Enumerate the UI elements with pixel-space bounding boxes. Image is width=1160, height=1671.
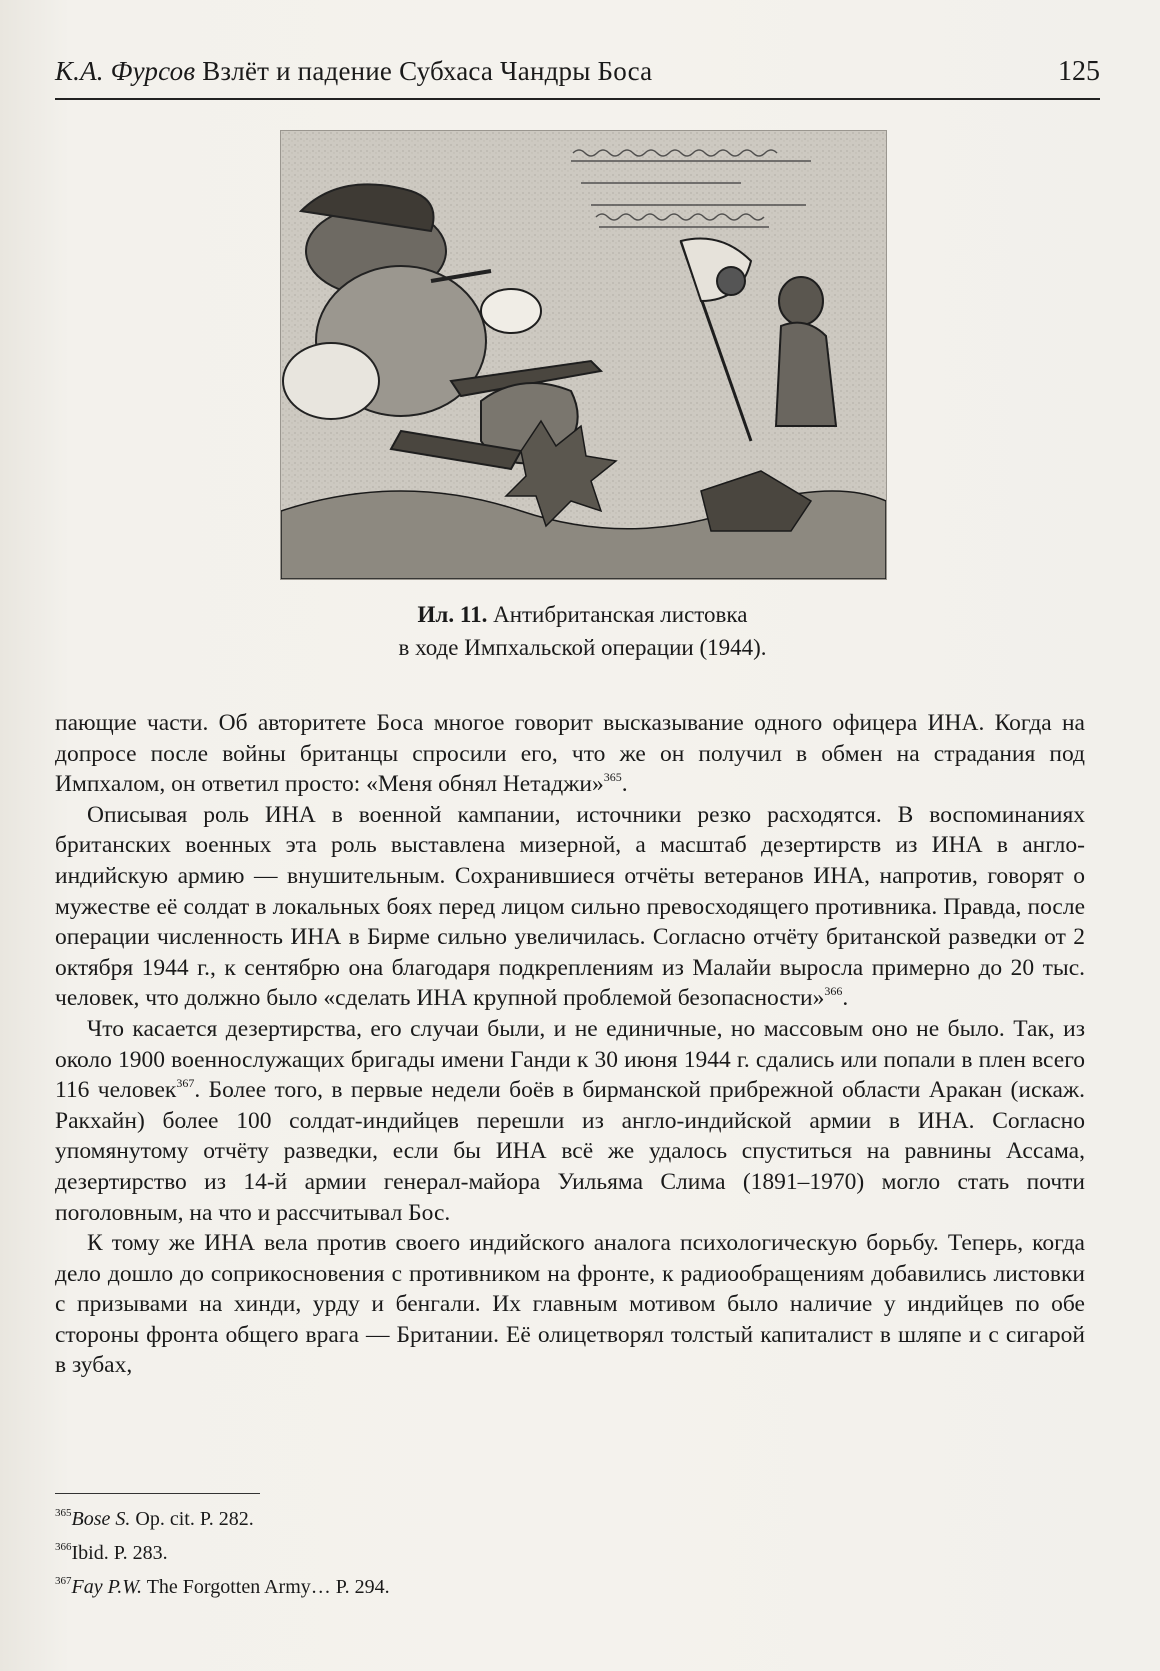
footnote-number: 366 [55,1541,72,1553]
main-text [55,708,1085,1381]
figure-caption [280,598,885,664]
paragraph-text: Что касается дезертирства, его случаи были, и не единичные, но массовым оно не было. Так, из около 1900 военнослужащих бригады имени Ганди к 30 июня 1944 г. сдались или попали в плен всего 116 человек [55,1015,1085,1104]
illustration-leaflet [280,130,887,580]
footnote-ref: 365 [603,770,622,785]
footnote-number: 367 [55,1575,72,1587]
paragraph [55,1228,1085,1381]
footnote [55,1502,1055,1536]
leaflet-drawing [281,131,886,579]
footnote [55,1536,1055,1570]
footnote-text: Ibid. P. 283. [71,1542,168,1564]
paragraph-text: . Более того, в первые недели боёв в бирманской прибрежной области Аракан (искаж. Ракхайн) более 100 солдат-индийцев перешли из англо-индийской армии в ИНА. Согласно упомянутому отчёту разведки, если бы ИНА всё же удалось спуститься на равнины Ассама, дезертирство из 14-й армии генерал-майора Уильяма Слима (1891–1970) могло стать почти поголовным, на что и рассчитывал Бос. [55,1077,1085,1226]
footnote-author: Bose S. [71,1508,131,1530]
running-header [55,52,1100,102]
figure-caption-line2: в ходе Импхальской операции (1944). [398,635,767,660]
paragraph-text: К тому же ИНА вела против своего индийского аналога психологическую борьбу. Теперь, когда дело дошло до соприкосновения с противником на фронте, к радиообращениям добавились листовки с призывами на хинди, урду и бенгали. Их главным мотивом было наличие у индийцев по обе стороны фронта общего врага — Британии. Её олицетворял толстый капиталист в шляпе и с сигарой в зубах, [55,1230,1085,1379]
paragraph [55,708,1085,800]
footnote-text: The Forgotten Army… P. 294. [142,1576,390,1598]
paragraph-text: . [621,771,628,798]
footnote-ref: 367 [176,1076,195,1091]
header-book-title: Взлёт и падение Субхаса Чандры Боса [202,56,653,86]
paragraph-text: пающие части. Об авторитете Боса многое говорит высказывание одного офицера ИНА. Когда на допросе после войны британцы спросили его, что же он получил в обмен на страдания под Импхалом, он ответил просто: «Меня обнял Нетаджи» [55,710,1085,798]
figure-caption-line1: Антибританская листовка [493,602,748,627]
footnote-author: Fay P.W. [71,1576,143,1598]
footnote-text: Op. cit. P. 282. [130,1508,254,1530]
header-author: К.А. Фурсов [55,56,196,86]
paragraph-text: . [842,985,849,1012]
footnotes [55,1502,1055,1604]
paragraph [55,800,1085,1014]
figure-label: Ил. 11. [417,602,488,627]
header-title [55,56,652,87]
paragraph [55,1014,1085,1228]
paragraph-text: Описывая роль ИНА в военной кампании, источники резко расходятся. В воспоминаниях британских военных эта роль выставлена мизерной, а масштаб дезертирств из ИНА в англо-индийскую армию — внушительным. Сохранившиеся отчёты ветеранов ИНА, напротив, говорят о мужестве её солдат в локальных боях перед лицом сильно превосходящего противника. Правда, после операции численность ИНА в Бирме сильно увеличилась. Согласно отчёту британской разведки от 2 октября 1944 г., к сентябрю она благодаря подкреплениям из Малайи выросла примерно до 20 тыс. человек, что должно было «сделать ИНА крупной проблемой безопасности» [55,801,1085,1012]
footnote [55,1570,1055,1604]
page-number: 125 [1058,56,1100,87]
header-rule [55,98,1100,100]
footnote-ref: 366 [824,984,843,999]
footnote-rule [55,1493,260,1494]
footnote-number: 365 [55,1507,72,1519]
